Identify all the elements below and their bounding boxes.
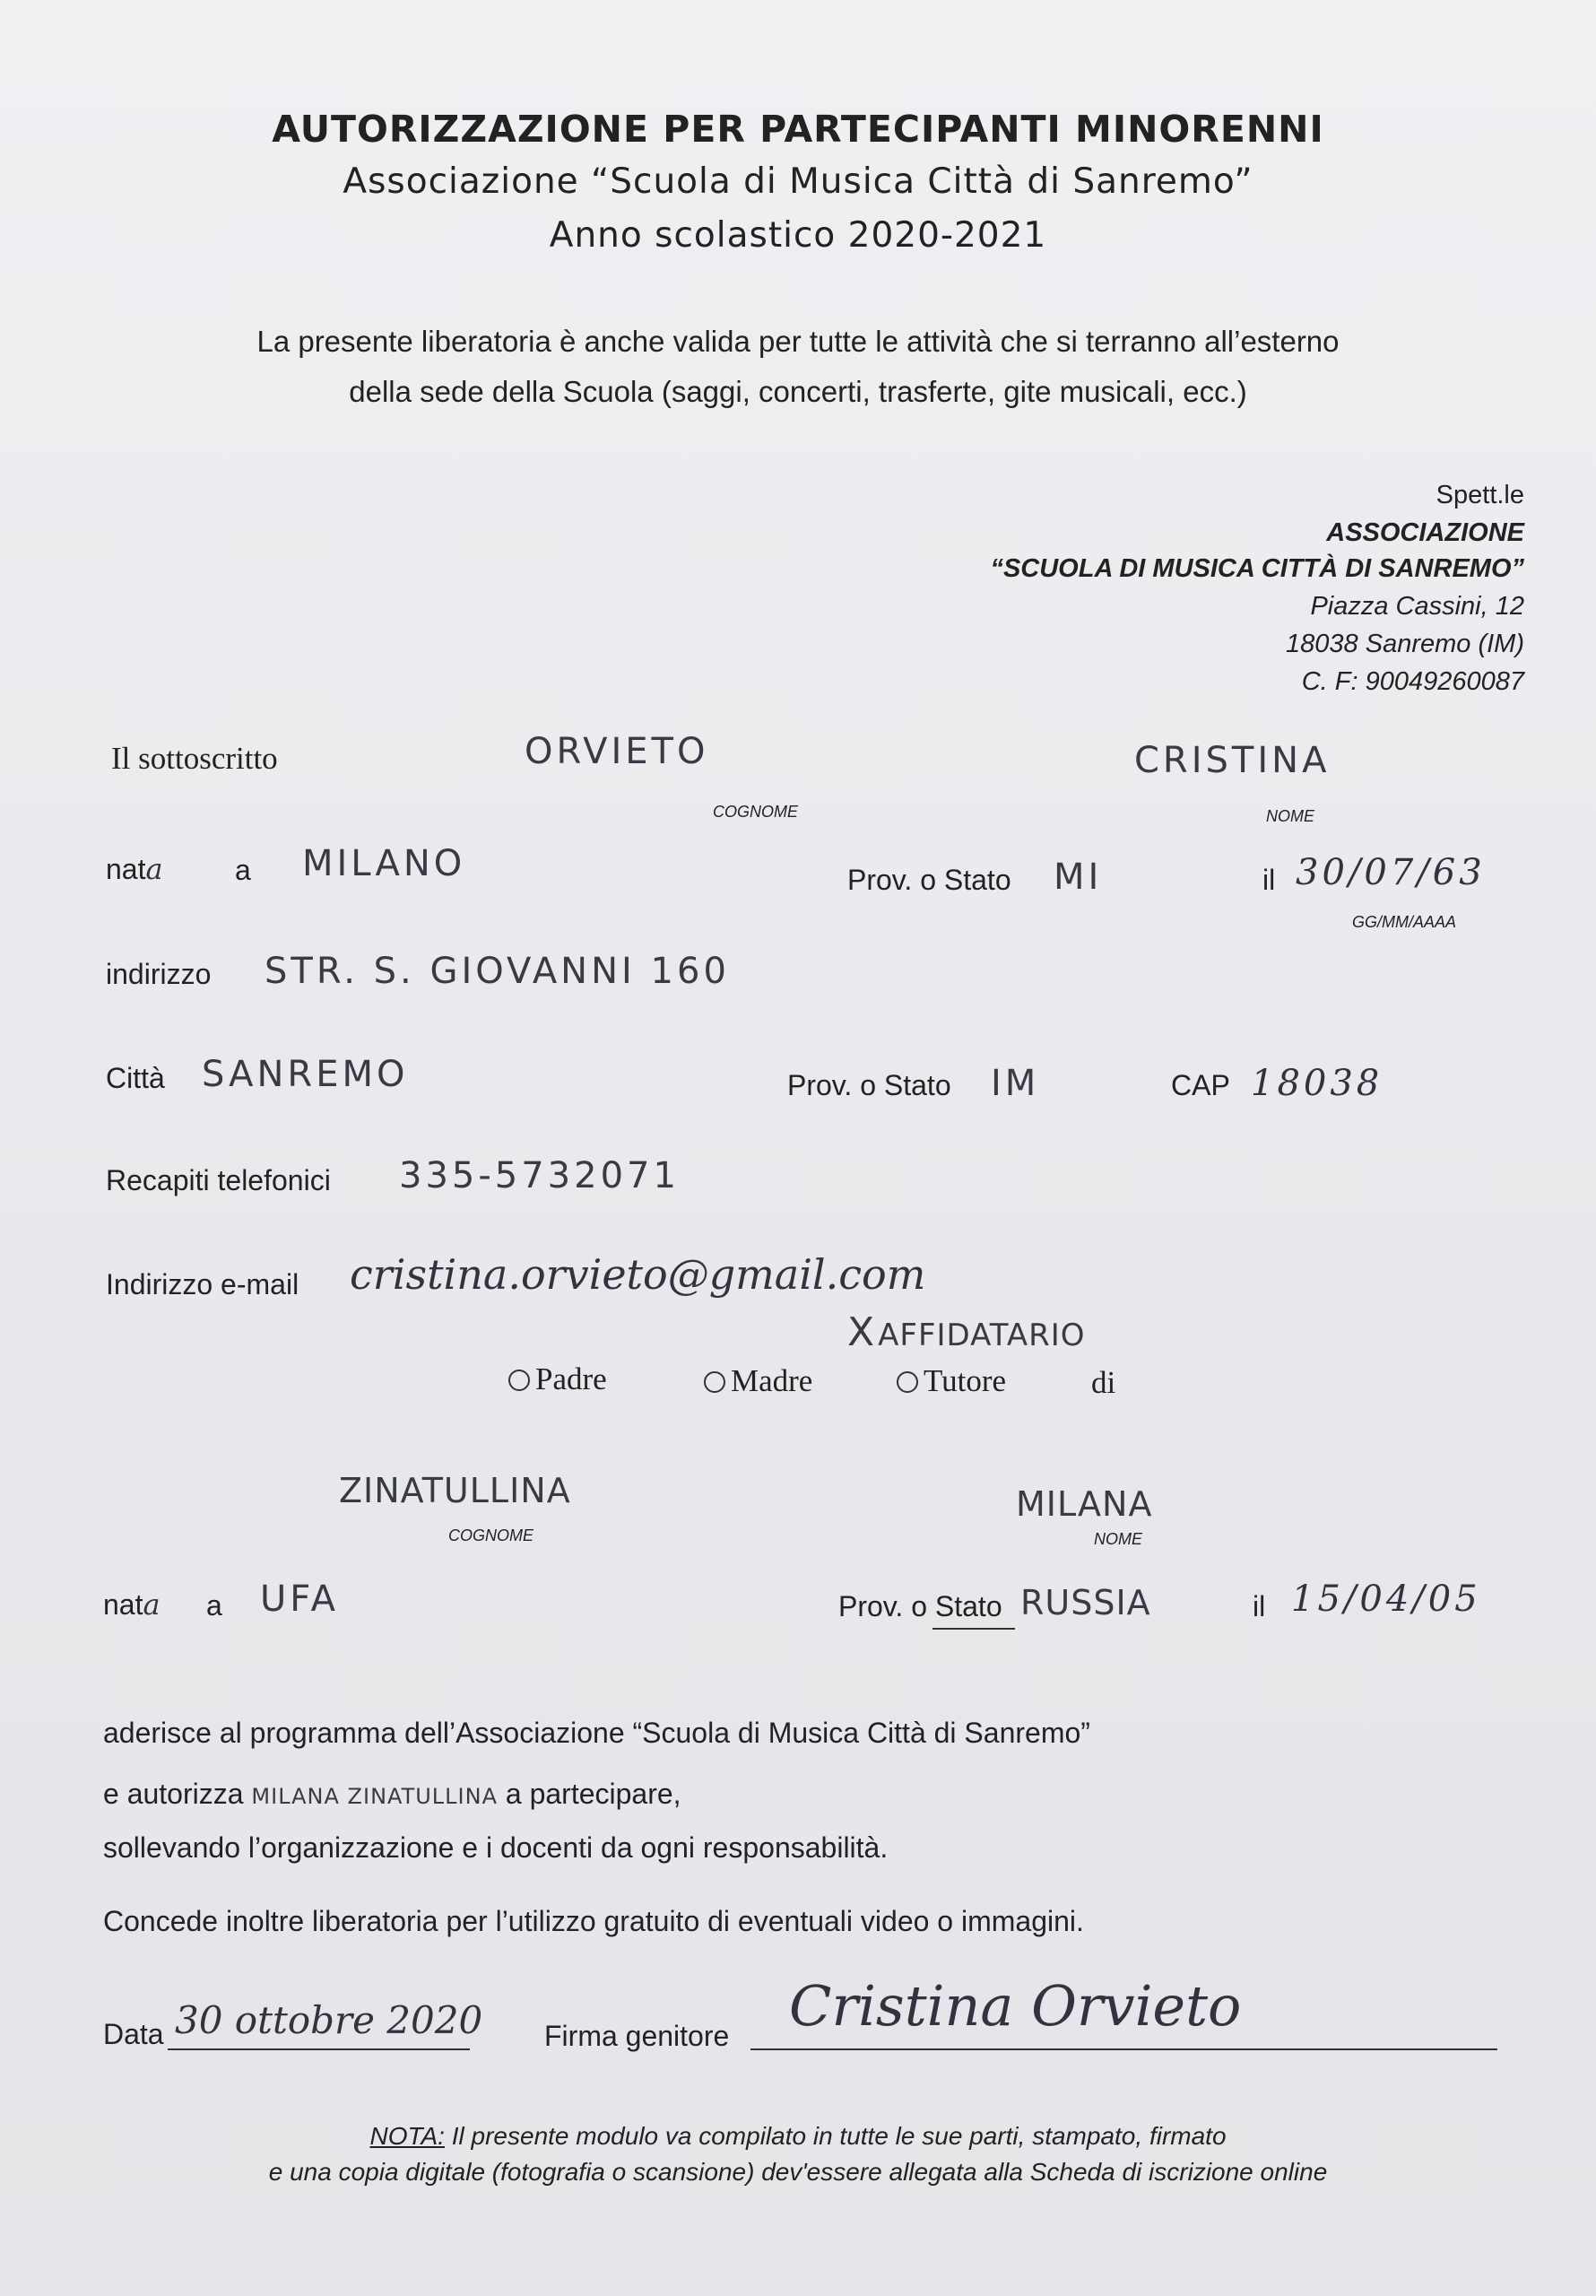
minor-name-value[interactable]: MILANA: [1016, 1484, 1153, 1524]
parent-email-value[interactable]: cristina.orvieto@gmail.com: [350, 1250, 926, 1299]
parent-phone-value[interactable]: 335-5732071: [399, 1155, 680, 1196]
label-sottoscritto: Il sottoscritto: [111, 741, 278, 776]
minor-surname-caption: COGNOME: [448, 1526, 534, 1544]
label-citta: Città: [106, 1062, 165, 1094]
school-year: Anno scolastico 2020-2021: [549, 215, 1047, 256]
label-il: il: [1262, 864, 1276, 896]
parent-name-value[interactable]: CRISTINA: [1134, 740, 1331, 781]
document-title: AUTORIZZAZIONE PER PARTECIPANTI MINORENNI: [272, 108, 1324, 151]
minor-surname-value[interactable]: ZINATULLINA: [339, 1471, 571, 1510]
label-minor-nato: nata: [103, 1587, 160, 1622]
radio-circle-icon: [704, 1371, 725, 1393]
label-data: Data: [103, 2018, 164, 2050]
label-indirizzo: indirizzo: [106, 958, 212, 990]
parent-born-gender[interactable]: a: [145, 852, 163, 886]
statement-line-2: e autorizza MILANA ZINATULLINA a partecipare,: [103, 1778, 681, 1810]
radio-circle-icon: [897, 1371, 918, 1393]
date-value[interactable]: 30 ottobre 2020: [175, 1998, 483, 2042]
label-firma: Firma genitore: [544, 2020, 730, 2052]
label-cap: CAP: [1171, 1069, 1230, 1101]
prov-underline: [932, 1628, 1015, 1630]
label-born-at: a: [235, 854, 251, 886]
label-minor-prov-stato: Prov. o Stato: [838, 1590, 1002, 1622]
label-recapiti: Recapiti telefonici: [106, 1164, 331, 1196]
note-label: NOTA:: [369, 2122, 445, 2150]
label-minor-born-at: a: [206, 1589, 222, 1622]
minor-birthdate-value[interactable]: 15/04/05: [1291, 1578, 1481, 1620]
label-city-prov-stato: Prov. o Stato: [787, 1069, 951, 1101]
recipient-salutation: Spett.le: [1436, 481, 1524, 509]
intro-line-2: della sede della Scuola (saggi, concerti, trasferte, gite musicali, ecc.): [349, 375, 1247, 408]
label-di: di: [1091, 1365, 1116, 1400]
radio-circle-icon: [508, 1370, 530, 1391]
label-prov-stato: Prov. o Stato: [847, 864, 1011, 896]
label-nato: nata: [106, 852, 163, 886]
parent-city-prov-value[interactable]: IM: [991, 1063, 1040, 1104]
authorized-minor-value[interactable]: MILANA ZINATULLINA: [251, 1784, 498, 1809]
parent-city-value[interactable]: SANREMO: [202, 1054, 409, 1095]
parent-birthdate-value[interactable]: 30/07/63: [1296, 852, 1486, 893]
parent-name-caption: NOME: [1266, 807, 1314, 825]
signature-value[interactable]: Cristina Orvieto: [789, 1973, 1242, 2039]
statement-line-3: sollevando l’organizzazione e i docenti da ogni responsabilità.: [103, 1831, 889, 1864]
relation-other[interactable]: [847, 1309, 1086, 1355]
recipient-name-2: “SCUOLA DI MUSICA CITTÀ DI SANREMO”: [990, 554, 1524, 583]
date-underline: [168, 2048, 470, 2050]
parent-prov-value[interactable]: MI: [1054, 857, 1103, 898]
relation-check-mark: X: [847, 1309, 879, 1355]
minor-birthplace-value[interactable]: UFA: [260, 1578, 339, 1620]
radio-padre[interactable]: Padre: [508, 1361, 607, 1397]
date-format-caption: GG/MM/AAAA: [1352, 913, 1457, 931]
note-line-2: e una copia digitale (fotografia o scansione) dev'essere allegata alla Scheda di iscrizione online: [268, 2158, 1328, 2186]
recipient-city: 18038 Sanremo (IM): [1286, 630, 1524, 658]
recipient-tax-code: C. F: 90049260087: [1301, 667, 1524, 696]
statement-line-1: aderisce al programma dell’Associazione “Scuola di Musica Città di Sanremo”: [103, 1717, 1090, 1749]
minor-prov-value[interactable]: RUSSIA: [1020, 1583, 1151, 1622]
recipient-street: Piazza Cassini, 12: [1310, 592, 1524, 621]
parent-cap-value[interactable]: 18038: [1251, 1063, 1383, 1104]
relation-affidatario: AFFIDATARIO: [878, 1318, 1086, 1353]
radio-madre[interactable]: Madre: [704, 1363, 812, 1399]
intro-line-1: La presente liberatoria è anche valida per tutte le attività che si terranno all’esterno: [256, 325, 1340, 358]
parent-birthplace-value[interactable]: MILANO: [302, 843, 466, 884]
recipient-name-1: ASSOCIAZIONE: [1326, 518, 1524, 547]
parent-surname-value[interactable]: ORVIETO: [525, 731, 709, 772]
minor-born-gender[interactable]: a: [143, 1587, 160, 1622]
label-minor-il: il: [1253, 1590, 1266, 1622]
association-name: Associazione “Scuola di Musica Città di Sanremo”: [343, 161, 1253, 202]
radio-tutore[interactable]: Tutore: [897, 1363, 1006, 1399]
signature-underline: [750, 2048, 1497, 2050]
parent-address-value[interactable]: STR. S. GIOVANNI 160: [265, 951, 730, 992]
minor-name-caption: NOME: [1094, 1530, 1142, 1548]
parent-surname-caption: COGNOME: [713, 803, 799, 821]
statement-line-4: Concede inoltre liberatoria per l’utilizzo gratuito di eventuali video o immagini.: [103, 1905, 1084, 1937]
label-email: Indirizzo e-mail: [106, 1268, 299, 1300]
note-line-1: NOTA: Il presente modulo va compilato in tutte le sue parti, stampato, firmato: [369, 2122, 1227, 2150]
